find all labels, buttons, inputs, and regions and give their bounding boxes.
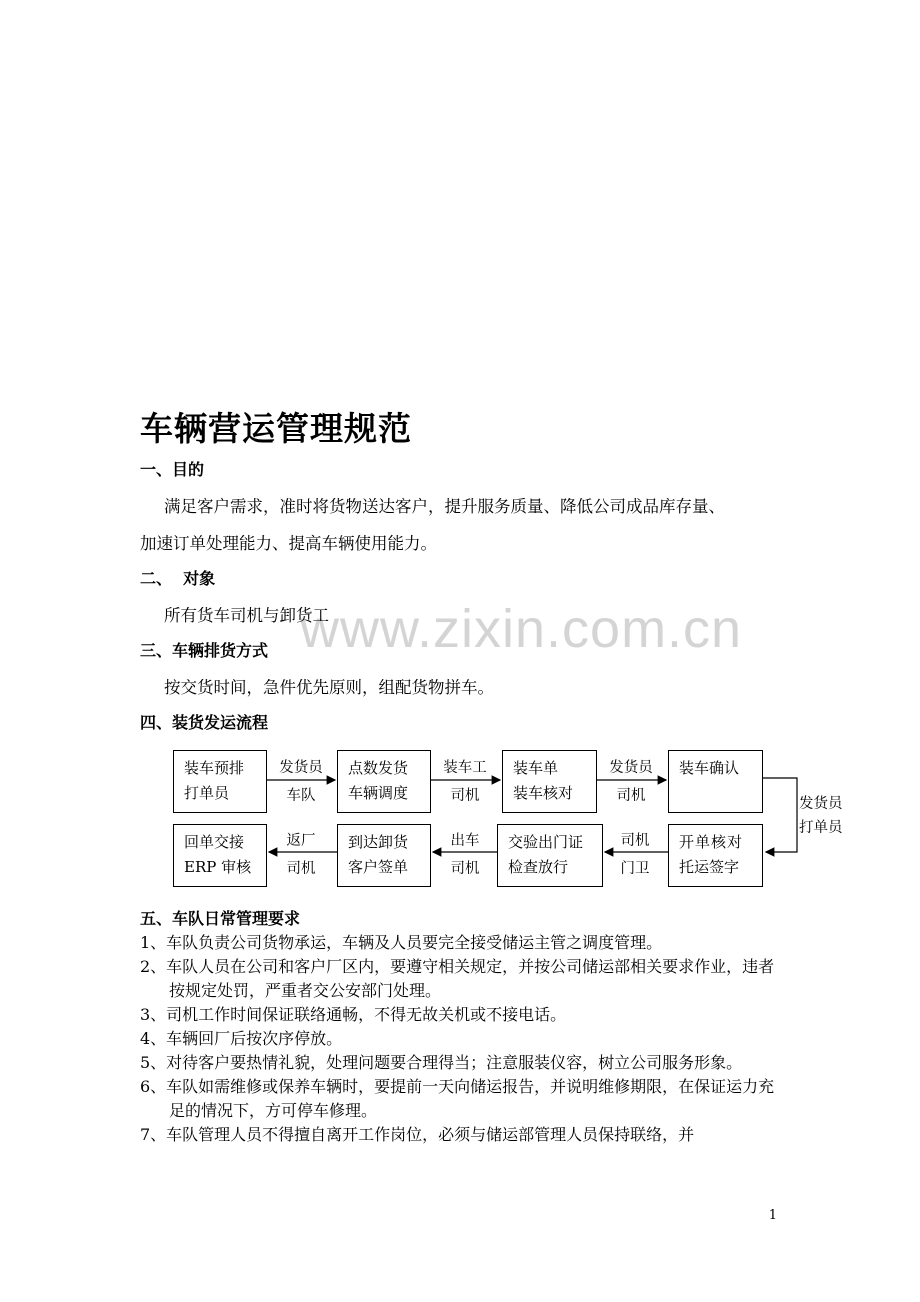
flow-label-text: 发货员	[279, 760, 323, 776]
flow-box-gate-pass	[497, 824, 603, 887]
flow-box-text: 车辆调度	[348, 784, 409, 802]
flow-box-text: 装车单	[513, 759, 559, 777]
flow-box-text: ERP 审核	[184, 858, 252, 876]
flow-label-text: 发货员	[609, 760, 653, 776]
arrow-4	[763, 778, 797, 852]
flow-label-text: 司机	[620, 833, 650, 849]
flow-label-2	[434, 756, 496, 805]
flow-box-text: 点数发货	[348, 759, 409, 777]
flow-label-text: 打单员	[799, 820, 843, 836]
requirements-list	[140, 931, 785, 1147]
list-item: 4、车辆回厂后按次序停放。	[140, 1029, 343, 1048]
flow-box-arrive-unload	[337, 824, 431, 887]
section-1-heading: 一、目的	[140, 460, 205, 479]
list-item: 3、司机工作时间保证联络通畅，不得无故关机或不接电话。	[140, 1005, 567, 1024]
section-2-heading: 二、 对象	[140, 569, 216, 588]
section-2-text: 所有货车司机与卸货工	[164, 606, 329, 625]
flow-box-text: 装车预排	[184, 759, 245, 777]
list-item: 1、车队负责公司货物承运，车辆及人员要完全接受储运主管之调度管理。	[140, 933, 663, 952]
flow-label-text: 司机	[450, 788, 480, 804]
flow-box-load-confirm	[668, 750, 763, 813]
list-item: 6、车队如需维修或保养车辆时，要提前一天向储运报告，并说明维修期限，在保证运力充足的情况下，方可停车修理。	[140, 1077, 775, 1120]
flow-box-load-check	[502, 750, 597, 813]
flow-box-receipt-erp	[173, 824, 267, 887]
list-item: 2、车队人员在公司和客户厂区内，要遵守相关规定，并按公司储运部相关要求作业，违者按规定处罚，严重者交公安部门处理。	[140, 957, 775, 1000]
page-title: 车辆营运管理规范	[140, 409, 412, 448]
section-5-heading: 五、车队日常管理要求	[140, 909, 301, 928]
flow-label-text: 门卫	[620, 861, 650, 877]
flow-box-preload	[173, 750, 267, 813]
section-3-text: 按交货时间，急件优先原则，组配货物拼车。	[164, 678, 494, 697]
flow-label-1	[270, 756, 332, 805]
flow-label-text: 司机	[616, 788, 646, 804]
flow-label-text: 司机	[286, 861, 316, 877]
flow-box-text: 打单员	[184, 784, 230, 802]
flow-label-text: 返厂	[286, 833, 316, 849]
flow-box-text: 托运签字	[679, 858, 740, 876]
flow-label-text: 司机	[450, 861, 480, 877]
page-number: 1	[768, 1208, 777, 1223]
watermark: www.zixin.com.cn	[300, 599, 743, 659]
flow-label-text: 装车工	[443, 760, 487, 776]
flow-box-count-ship	[337, 750, 431, 813]
section-1-line-1: 满足客户需求，准时将货物送达客户，提升服务质量、降低公司成品库存量、	[164, 497, 725, 516]
flow-box-text: 到达卸货	[348, 833, 409, 851]
list-item: 5、对待客户要热情礼貌，处理问题要合理得当；注意服装仪容，树立公司服务形象。	[140, 1053, 743, 1072]
flow-side-label	[799, 792, 849, 840]
flow-box-text: 回单交接	[184, 833, 245, 851]
flow-label-text: 发货员	[799, 796, 843, 812]
flow-box-text: 开单核对	[679, 833, 744, 851]
flow-box-text: 检查放行	[508, 858, 569, 876]
flow-box-text: 客户签单	[348, 858, 409, 876]
flow-label-text: 车队	[286, 788, 316, 804]
flow-label-5	[434, 829, 496, 878]
flow-box-text: 装车核对	[513, 784, 574, 802]
list-item: 7、车队管理人员不得擅自离开工作岗位，必须与储运部管理人员保持联络，并	[140, 1125, 695, 1144]
section-3-heading: 三、车辆排货方式	[140, 641, 269, 660]
flow-label-3	[600, 756, 662, 805]
section-1-line-2: 加速订单处理能力、提高车辆使用能力。	[140, 534, 437, 553]
flow-box-bill-check	[668, 824, 763, 887]
flow-box-text: 装车确认	[679, 759, 740, 777]
flow-label-4	[270, 829, 332, 878]
flow-label-text: 出车	[450, 833, 480, 849]
section-4-heading: 四、装货发运流程	[140, 713, 269, 732]
flow-box-text: 交验出门证	[508, 833, 584, 851]
flow-label-6	[604, 829, 666, 878]
